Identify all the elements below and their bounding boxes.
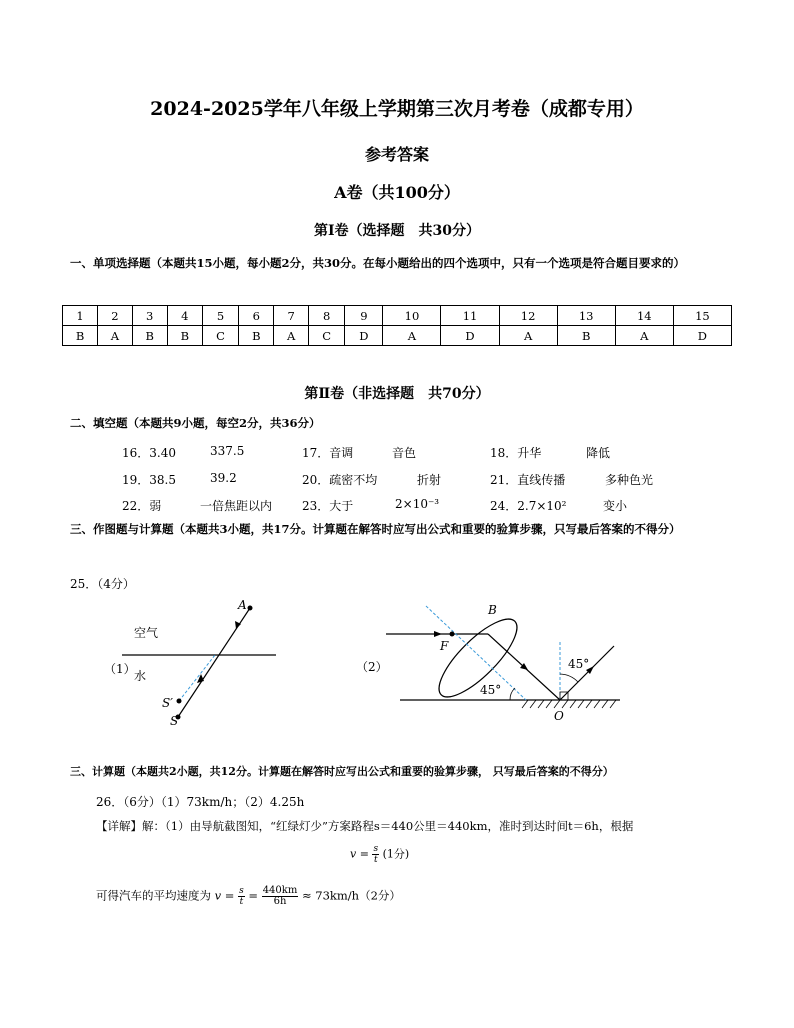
calc-heading: 三、计算题（本题共2小题，共12分。计算题在解答时应写出公式和重要的验算步骤， 只写最后答案的不得分） [70, 765, 614, 778]
point-a-label: A [238, 598, 247, 612]
fill-20: 20．疏密不均 [302, 473, 378, 487]
table-cell: 13 [557, 306, 615, 326]
avg-t: t [239, 897, 244, 907]
fill-22-b: 一倍焦距以内 [200, 499, 273, 513]
point-s-prime [177, 699, 182, 704]
table-cell: 5 [202, 306, 238, 326]
avg-den: 6h [273, 896, 287, 907]
angle-label-upper: 45° [568, 657, 590, 671]
q26-answer-line: 26．（6分）（1）73km/h；（2）4.25h [96, 795, 305, 809]
table-cell: B [167, 326, 202, 346]
table-cell: 1 [63, 306, 98, 326]
table-cell: D [345, 326, 383, 346]
table-cell: 14 [615, 306, 673, 326]
table-cell: C [308, 326, 344, 346]
table-cell: D [441, 326, 499, 346]
avg-s: s [239, 886, 244, 896]
formula-fraction [372, 844, 379, 865]
optical-axis-line [426, 606, 526, 700]
angle-arc [510, 688, 515, 700]
point-f-label: F [440, 639, 449, 653]
fill-18: 18．升华 [490, 446, 542, 460]
point-s-label: S [170, 714, 179, 728]
virtual-ray-line [179, 655, 215, 701]
ray-arrow [434, 631, 442, 637]
fill-19: 19．38.5 [122, 473, 176, 487]
part2-heading: 第Ⅱ卷（非选择题 共70分） [304, 386, 490, 402]
focus-point [450, 632, 455, 637]
q25-label: 25．（4分） [70, 577, 135, 591]
formula-score: (1分) [382, 847, 410, 861]
fill-21: 21．直线传播 [490, 473, 566, 487]
fill-24: 24．2.7×10² [490, 499, 567, 513]
table-cell: D [673, 326, 731, 346]
angle-label-lower: 45° [480, 683, 502, 697]
table-cell: 2 [98, 306, 133, 326]
fill-17: 17．音调 [302, 446, 354, 460]
point-a [248, 606, 253, 611]
fig2-label: （2） [356, 660, 388, 674]
lens-mirror-svg [380, 600, 630, 720]
angle-arc [560, 674, 578, 682]
table-cell: B [557, 326, 615, 346]
table-cell: 15 [673, 306, 731, 326]
avg-prefix: 可得汽车的平均速度为 [96, 888, 211, 903]
fill-16-b: 337.5 [210, 444, 245, 458]
fill-18-b: 降低 [586, 446, 611, 460]
formula-numerator: s [373, 844, 379, 854]
q26-detail-line: 【详解】解：（1）由导航截图知，“红绿灯少”方案路程s＝440公里＝440km，准时到达时间t＝6h，根据 [96, 819, 634, 833]
table-cell: 9 [345, 306, 383, 326]
part1-heading: 第Ⅰ卷（选择题 共30分） [313, 223, 481, 239]
table-cell: A [615, 326, 673, 346]
fill-23: 23．大于 [302, 499, 354, 513]
fill-17-b: 音色 [392, 446, 417, 460]
table-cell: A [499, 326, 557, 346]
point-o-label: O [554, 709, 564, 723]
table-cell: 4 [167, 306, 202, 326]
answer-table [62, 305, 732, 346]
air-label: 空气 [134, 626, 159, 640]
avg-fraction-symbolic [238, 886, 245, 907]
fill-24-b: 变小 [603, 499, 628, 513]
avg-num: 440km [262, 885, 298, 896]
table-cell: A [274, 326, 309, 346]
volume-a-heading: A卷（共100分） [334, 183, 460, 202]
table-cell: B [239, 326, 274, 346]
lens-mirror-diagram [380, 600, 630, 720]
answer-key-heading: 参考答案 [364, 145, 429, 164]
table-cell: B [63, 326, 98, 346]
table-row-numbers [63, 306, 732, 326]
table-cell: 3 [132, 306, 167, 326]
fill-16: 16．3.40 [122, 446, 176, 460]
fill-21-b: 多种色光 [605, 473, 654, 487]
fill-22: 22．弱 [122, 499, 162, 513]
avg-fraction-numeric [262, 886, 299, 907]
table-cell: B [132, 326, 167, 346]
fill-19-b: 39.2 [210, 471, 237, 485]
point-b-label: B [488, 603, 497, 617]
fig1-label: （1） [104, 662, 136, 676]
formula-denominator: t [373, 855, 378, 865]
table-cell: 8 [308, 306, 344, 326]
draw-calc-heading: 三、作图题与计算题（本题共3小题，共17分。计算题在解答时应写出公式和重要的验算步骤，只写最后答案的不得分） [70, 522, 681, 536]
fill-23-b: 2×10⁻³ [395, 497, 440, 511]
lens-ellipse [429, 609, 528, 708]
table-cell: 7 [274, 306, 309, 326]
average-speed-line: 可得汽车的平均速度为 v = $\frac{s}{t}$ = $\frac{440km}{6h}$ ≈ 73km/h（2分） [96, 885, 401, 907]
exam-title: 2024-2025学年八年级上学期第三次月考卷（成都专用） [150, 98, 644, 120]
table-cell: 10 [383, 306, 441, 326]
choice-instruction: 一、单项选择题（本题共15小题，每小题2分，共30分。在每小题给出的四个选项中，只有一个选项是符合题目要求的） [70, 256, 686, 270]
table-cell: A [98, 326, 133, 346]
table-cell: 6 [239, 306, 274, 326]
table-cell: 11 [441, 306, 499, 326]
table-cell: C [202, 326, 238, 346]
mirror-hatch [522, 700, 616, 708]
avg-result: ≈ 73km/h（2分） [301, 888, 401, 903]
table-cell: 12 [499, 306, 557, 326]
velocity-formula: v = $\frac{s}{t}$ (1分) [350, 844, 410, 865]
point-s-prime-label: S′ [162, 696, 173, 710]
water-label: 水 [134, 669, 147, 683]
fill-heading: 二、填空题（本题共9小题，每空2分，共36分） [70, 416, 321, 430]
table-cell: A [383, 326, 441, 346]
formula-v: v [350, 847, 357, 861]
fill-20-b: 折射 [417, 473, 442, 487]
table-row-answers [63, 326, 732, 346]
